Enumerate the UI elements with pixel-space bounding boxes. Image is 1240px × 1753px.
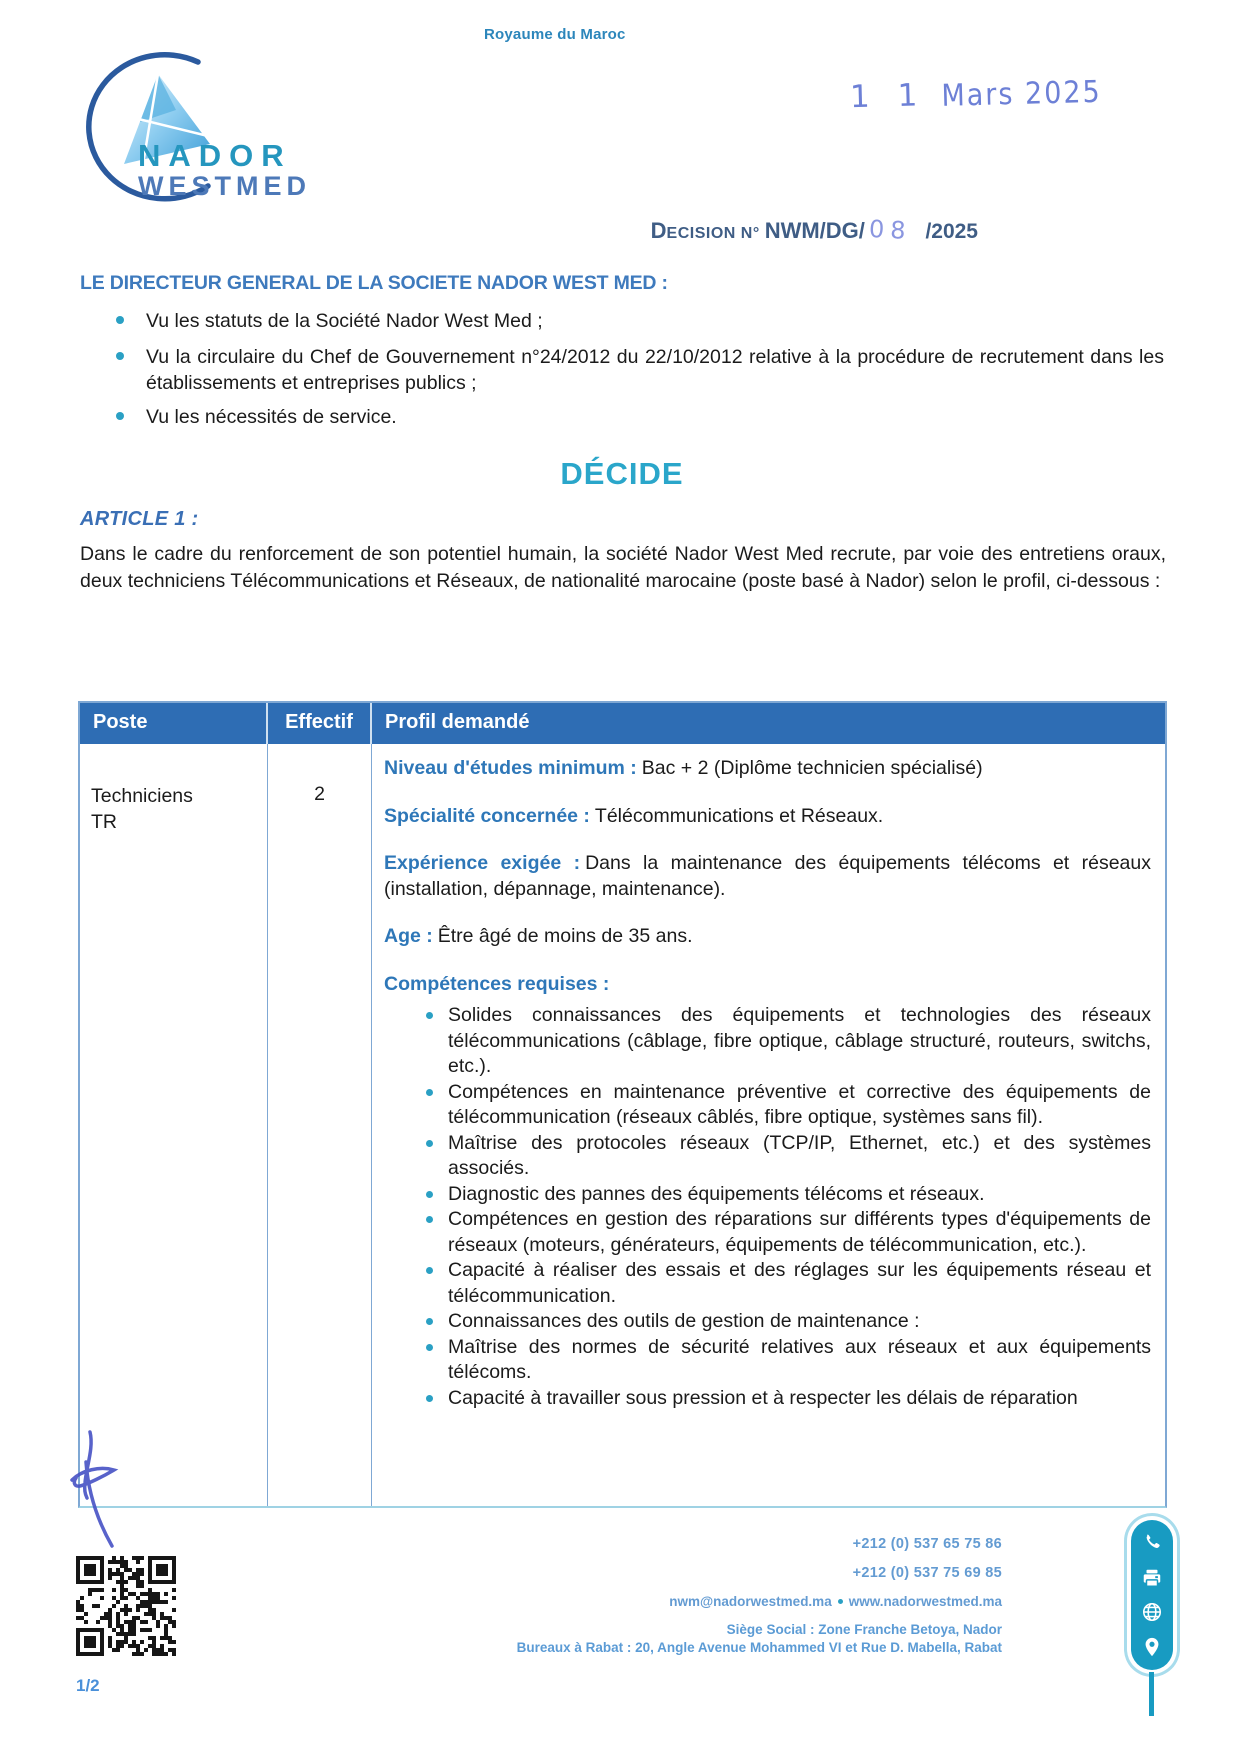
- decision-word-initial: D: [650, 218, 667, 243]
- competence-text: Connaissances des outils de gestion de maintenance :: [448, 1310, 920, 1332]
- bullet-icon: [426, 1344, 433, 1351]
- bullet-icon: [116, 352, 124, 360]
- intro-bullet-text: Vu la circulaire du Chef de Gouvernement n°24/2012 du 22/10/2012 relative à la procédure de recrutement dans les établissements et entreprises publics ;: [146, 346, 1164, 394]
- decision-year: /2025: [925, 220, 978, 243]
- contact-icons-capsule: [1131, 1520, 1173, 1670]
- decision-word-rest: ECISION N°: [666, 225, 765, 242]
- article-title: ARTICLE 1 :: [80, 508, 199, 530]
- date-stamp: [850, 73, 1103, 116]
- director-heading: LE DIRECTEUR GENERAL DE LA SOCIETE NADOR WEST MED :: [80, 272, 668, 294]
- stamp-month-year: Mars 2025: [941, 74, 1103, 114]
- profile-field: [384, 924, 1151, 950]
- intro-bullet-text: Vu les statuts de la Société Nador West Med ;: [146, 310, 543, 332]
- competences-list: [384, 1003, 1151, 1411]
- kingdom-header: Royaume du Maroc: [484, 26, 626, 43]
- decision-ref: NWM/DG/: [764, 218, 865, 243]
- list-item: [384, 1309, 1151, 1335]
- logo-text-line1: NADOR: [138, 138, 292, 173]
- list-item: [384, 1335, 1151, 1386]
- field-label: Niveau d'études minimum :: [384, 757, 637, 779]
- intro-bullet-text: Vu les nécessités de service.: [146, 406, 397, 428]
- table-header-poste: Poste: [80, 703, 268, 744]
- bullet-icon: [426, 1012, 433, 1019]
- table-header-profil: Profil demandé: [385, 711, 530, 733]
- siege-social-line: Siège Social : Zone Franche Betoya, Nador: [726, 1622, 1002, 1637]
- competence-text: Diagnostic des pannes des équipements télécoms et réseaux.: [448, 1182, 985, 1205]
- separator-dot-icon: [838, 1599, 843, 1604]
- bullet-icon: [426, 1191, 433, 1198]
- competence-text: Capacité à réaliser des essais et des réglages sur les équipements réseau et télécommunication.: [448, 1259, 1151, 1307]
- competence-text: Maîtrise des normes de sécurité relatives aux réseaux et aux équipements télécoms.: [448, 1335, 1151, 1383]
- capsule-tail: [1149, 1672, 1154, 1716]
- globe-icon: [1141, 1601, 1163, 1623]
- decide-title: DÉCIDE: [560, 456, 684, 491]
- table-header-effectif: Effectif: [268, 703, 372, 744]
- email-address: nwm@nadorwestmed.ma: [669, 1594, 832, 1609]
- field-label: Spécialité concernée :: [384, 804, 590, 827]
- cell-effectif: [268, 744, 372, 1506]
- list-item: [384, 1258, 1151, 1309]
- page-number: 1/2: [76, 1676, 100, 1695]
- bullet-icon: [426, 1267, 433, 1274]
- profile-field: [384, 804, 1151, 830]
- list-item: [384, 1003, 1151, 1080]
- location-pin-icon: [1141, 1636, 1163, 1658]
- company-logo: [58, 52, 348, 210]
- bullet-icon: [426, 1140, 433, 1147]
- bullet-icon: [426, 1216, 433, 1223]
- competence-text: Compétences en maintenance préventive et corrective des équipements de télécommunication (réseaux câblés, fibre optique, systèmes sans fil).: [448, 1080, 1151, 1128]
- list-item: [384, 1207, 1151, 1258]
- profile-field: [384, 756, 1151, 782]
- fax-printer-icon: [1141, 1567, 1163, 1589]
- recruitment-table: [78, 701, 1167, 1508]
- poste-value: Techniciens TR: [91, 785, 193, 833]
- handwritten-signature: [70, 1428, 130, 1558]
- list-item: [384, 1131, 1151, 1182]
- list-item: [384, 1386, 1151, 1412]
- bullet-icon: [426, 1318, 433, 1325]
- competence-text: Compétences en gestion des réparations sur différents types d'équipements de réseaux (moteurs, générateurs, équipements de télécommunication, etc.).: [448, 1208, 1151, 1256]
- table-row: [80, 744, 1165, 1506]
- field-value: Bac + 2 (Diplôme technicien spécialisé): [641, 757, 983, 779]
- decision-reference: [400, 216, 978, 244]
- qr-code: [76, 1556, 176, 1656]
- competence-text: Maîtrise des protocoles réseaux (TCP/IP, Ethernet, etc.) et des systèmes associés.: [448, 1131, 1151, 1179]
- competence-text: Solides connaissances des équipements et technologies des réseaux télécommunications (câblage, fibre optique, câblage structuré, routeurs, switchs, etc.).: [448, 1004, 1151, 1077]
- field-label: Age :: [384, 925, 433, 947]
- email-website-line: [517, 1594, 1002, 1609]
- bullet-icon: [426, 1089, 433, 1096]
- competences-label: Compétences requises :: [384, 972, 610, 995]
- bullet-icon: [116, 316, 124, 324]
- phone-icon: [1141, 1532, 1163, 1554]
- cell-poste: [80, 744, 268, 1506]
- field-label: Expérience exigée :: [384, 852, 581, 874]
- website-url: www.nadorwestmed.ma: [848, 1594, 1002, 1609]
- effectif-value: 2: [314, 783, 325, 805]
- phone-number: +212 (0) 537 65 75 86: [852, 1536, 1002, 1552]
- nador-westmed-logo-graphic: [58, 52, 348, 210]
- competence-text: Capacité à travailler sous pression et à respecter les délais de réparation: [448, 1386, 1078, 1409]
- stamp-day: 1 1: [849, 77, 927, 116]
- profile-field: [384, 851, 1151, 902]
- bullet-icon: [116, 412, 124, 420]
- cell-profil: [372, 744, 1165, 1506]
- field-value: Télécommunications et Réseaux.: [594, 804, 884, 827]
- decision-number-handwritten: 08: [868, 214, 913, 246]
- list-item: [80, 308, 1164, 334]
- list-item: [384, 1080, 1151, 1131]
- fax-number: +212 (0) 537 75 69 85: [852, 1565, 1002, 1581]
- article-body: Dans le cadre du renforcement de son potentiel humain, la société Nador West Med recrute, par voie des entretiens oraux, deux techniciens Télécommunications et Réseaux, de nationalité marocaine (poste basé à Nador) selon le profil, ci-dessous :: [80, 543, 1166, 592]
- list-item: [80, 404, 1164, 430]
- list-item: [384, 1182, 1151, 1208]
- bureaux-rabat-line: Bureaux à Rabat : 20, Angle Avenue Mohammed VI et Rue D. Mabella, Rabat: [516, 1640, 1002, 1655]
- field-value: Être âgé de moins de 35 ans.: [437, 925, 693, 947]
- bullet-icon: [426, 1395, 433, 1402]
- table-header-row: [80, 703, 1165, 744]
- list-item: [80, 344, 1164, 396]
- logo-text-line2: WESTMED: [138, 171, 311, 201]
- contact-block: [517, 1536, 1002, 1657]
- field-value: Dans la maintenance des équipements télécoms et réseaux (installation, dépannage, maintenance).: [384, 852, 1152, 900]
